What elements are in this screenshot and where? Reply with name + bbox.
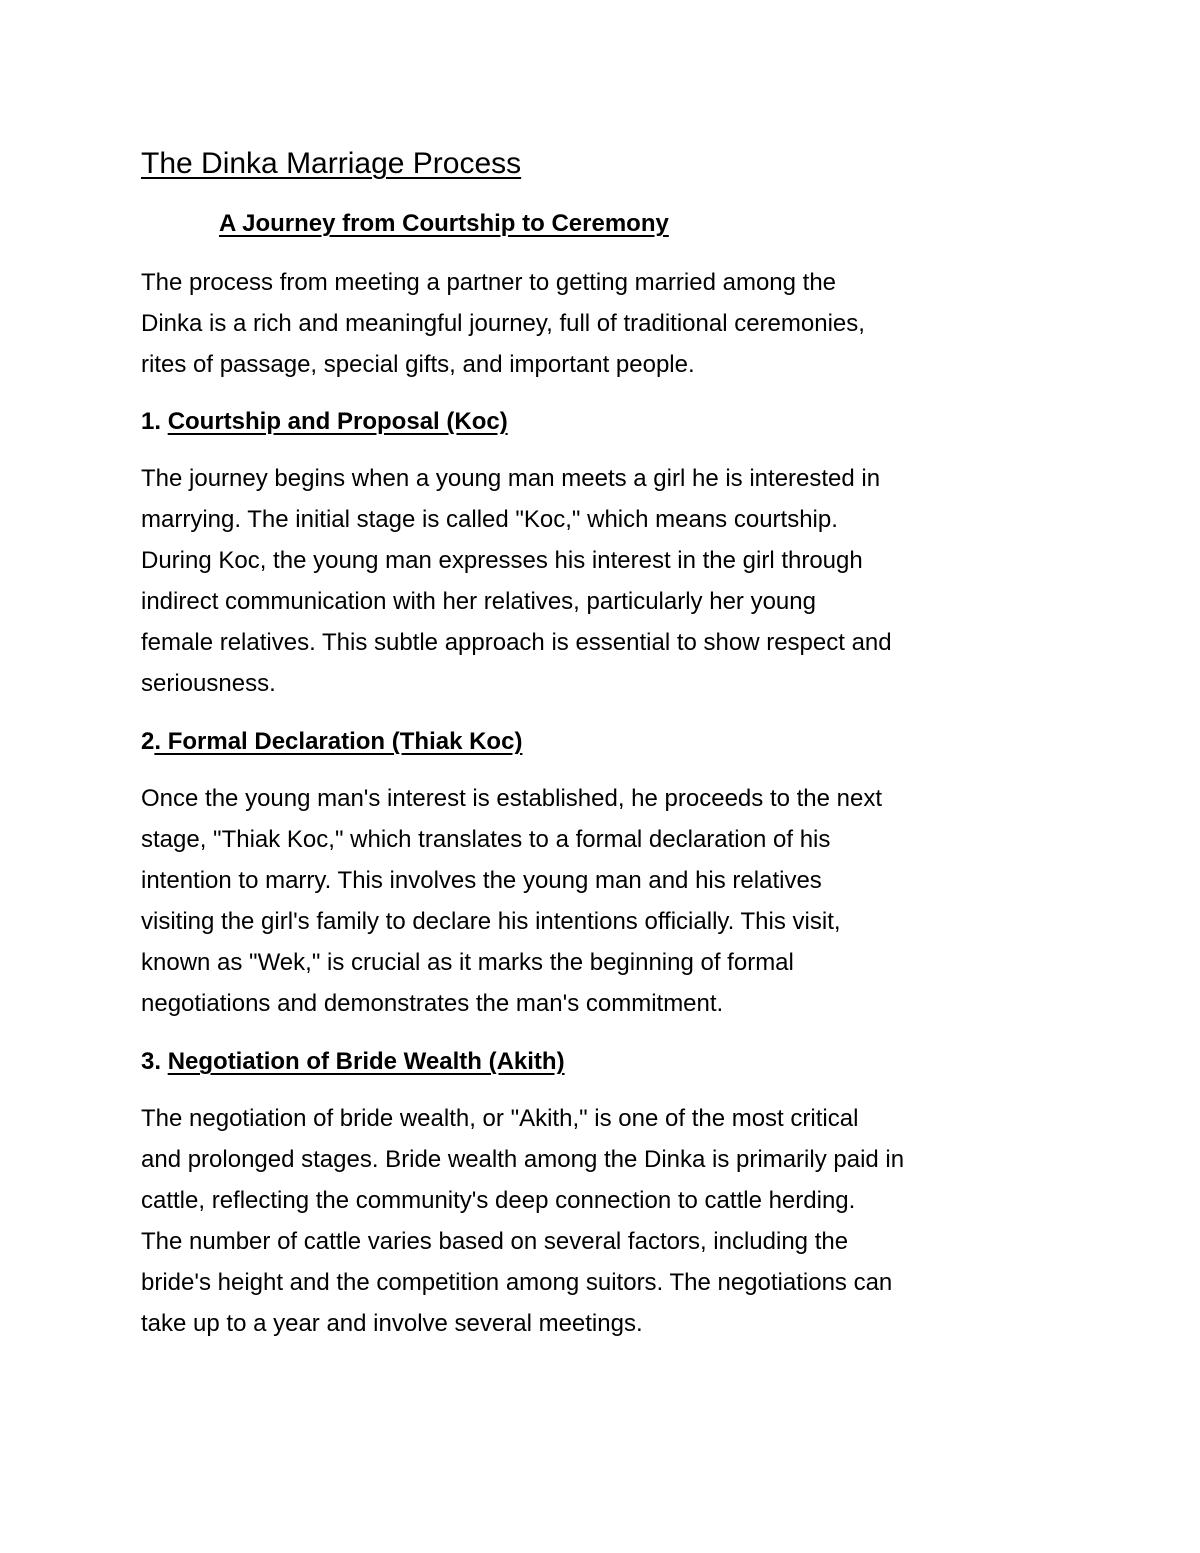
section-heading-text: Negotiation of Bride Wealth (Akith) — [167, 1048, 565, 1075]
paragraph-line: During Koc, the young man expresses his interest in the girl through — [141, 547, 863, 574]
section-paragraph-bride-wealth — [141, 1098, 1071, 1344]
paragraph-line: Dinka is a rich and meaningful journey, full of traditional ceremonies, — [141, 310, 865, 337]
intro-paragraph — [141, 262, 1071, 385]
section-number: 1. — [141, 408, 168, 435]
paragraph-line: and prolonged stages. Bride wealth among the Dinka is primarily paid in — [141, 1146, 905, 1173]
paragraph-line: indirect communication with her relatives, particularly her young — [141, 588, 816, 615]
section-paragraph-declaration — [141, 778, 1071, 1024]
paragraph-line: bride's height and the competition among suitors. The negotiations can — [141, 1269, 893, 1296]
paragraph-line: female relatives. This subtle approach is essential to show respect and — [141, 629, 892, 656]
section-paragraph-courtship — [141, 458, 1071, 704]
paragraph-line: cattle, reflecting the community's deep connection to cattle herding. — [141, 1187, 856, 1214]
paragraph-line: take up to a year and involve several meetings. — [141, 1310, 643, 1337]
section-heading-text: Courtship and Proposal (Koc) — [167, 408, 508, 435]
section-heading-text: . Formal Declaration (Thiak Koc) — [154, 728, 523, 755]
paragraph-line: Once the young man's interest is established, he proceeds to the next — [141, 785, 883, 812]
page-subtitle: A Journey from Courtship to Ceremony — [219, 210, 669, 237]
paragraph-line: marrying. The initial stage is called "Koc," which means courtship. — [141, 506, 838, 533]
paragraph-line: The negotiation of bride wealth, or "Akith," is one of the most critical — [141, 1105, 859, 1132]
section-number: 3. — [141, 1048, 168, 1075]
paragraph-line: The process from meeting a partner to getting married among the — [141, 269, 837, 296]
paragraph-line: The number of cattle varies based on several factors, including the — [141, 1228, 849, 1255]
paragraph-line: seriousness. — [141, 670, 276, 697]
paragraph-line: intention to marry. This involves the young man and his relatives — [141, 867, 822, 894]
paragraph-line: The journey begins when a young man meets a girl he is interested in — [141, 465, 881, 492]
section-heading-courtship — [141, 406, 508, 438]
section-heading-declaration — [141, 726, 522, 758]
paragraph-line: rites of passage, special gifts, and important people. — [141, 351, 695, 378]
section-number: 2 — [141, 728, 155, 755]
paragraph-line: known as "Wek," is crucial as it marks the beginning of formal — [141, 949, 794, 976]
paragraph-line: negotiations and demonstrates the man's commitment. — [141, 990, 724, 1017]
section-heading-bride-wealth — [141, 1046, 565, 1078]
paragraph-line: stage, "Thiak Koc," which translates to a formal declaration of his — [141, 826, 831, 853]
page-title: The Dinka Marriage Process — [141, 147, 522, 180]
paragraph-line: visiting the girl's family to declare his intentions officially. This visit, — [141, 908, 841, 935]
